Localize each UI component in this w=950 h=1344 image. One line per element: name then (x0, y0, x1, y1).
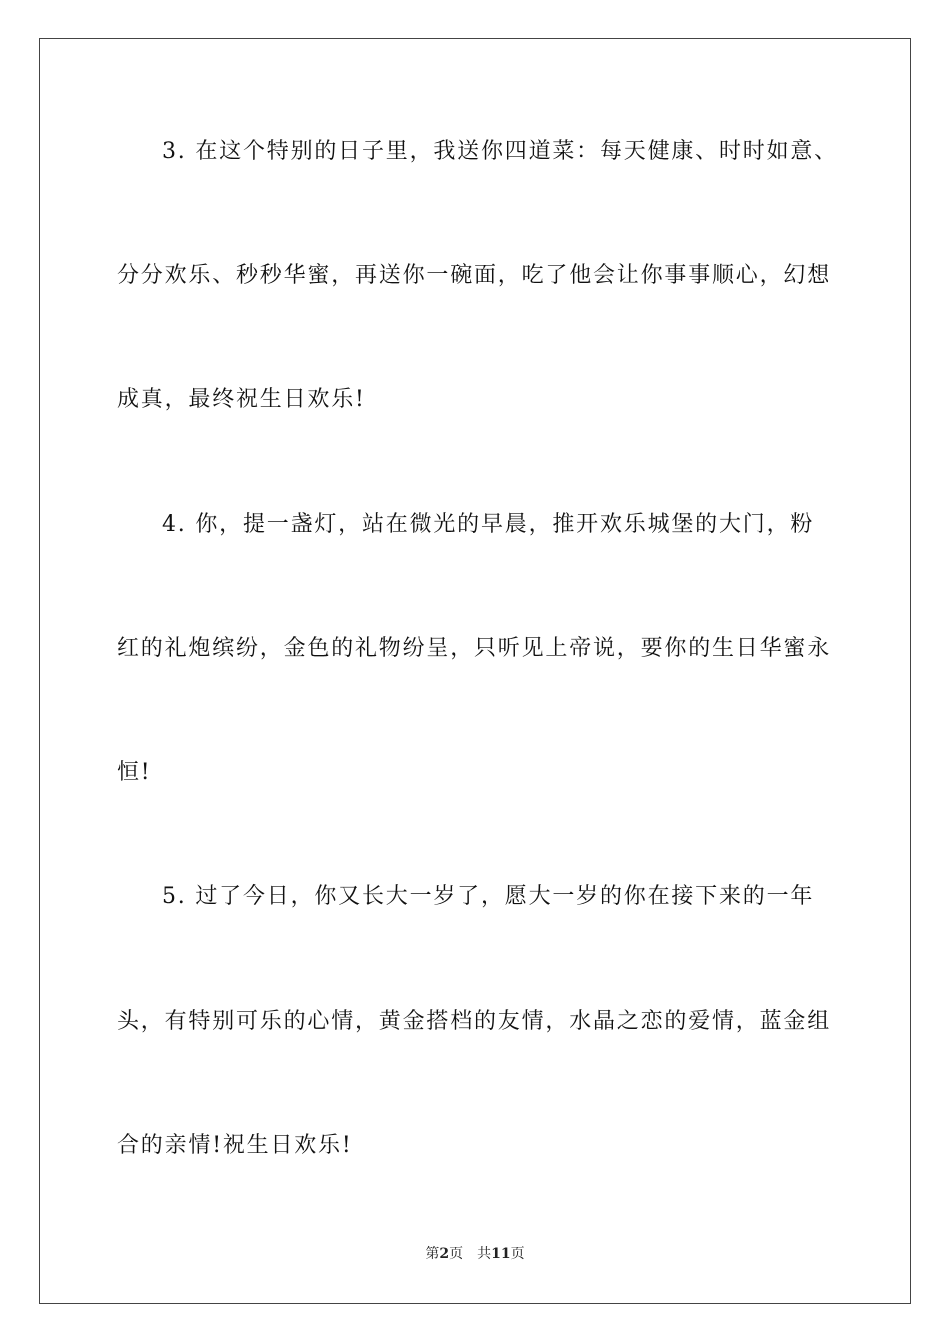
paragraph-3-line-3: 成真，最终祝生日欢乐! (117, 387, 366, 412)
paragraph-5-line-2: 头，有特别可乐的心情，黄金搭档的友情，水晶之恋的爱情，蓝金组 (117, 1009, 832, 1034)
paragraph-4-line-2: 红的礼炮缤纷，金色的礼物纷呈，只听见上帝说，要你的生日华蜜永 (117, 636, 832, 661)
total-prefix: 共 (477, 1246, 492, 1262)
total-pages: 11 (491, 1246, 511, 1262)
paragraph-3-line-1: 3. 在这个特别的日子里，我送你四道菜：每天健康、时时如意、 (162, 139, 838, 164)
paragraph-4-line-1: 4. 你，提一盏灯，站在微光的早晨，推开欢乐城堡的大门，粉 (162, 512, 815, 537)
paragraph-4-line-3: 恒! (117, 760, 152, 785)
total-suffix: 页 (510, 1246, 525, 1262)
page-suffix: 页 (449, 1246, 464, 1262)
paragraph-3-line-2: 分分欢乐、秒秒华蜜，再送你一碗面，吃了他会让你事事顺心，幻想 (117, 263, 832, 288)
paragraph-5-line-1: 5. 过了今日，你又长大一岁了，愿大一岁的你在接下来的一年 (162, 884, 815, 909)
page-footer (0, 1244, 950, 1264)
page-border (39, 38, 911, 1304)
page-number: 2 (439, 1246, 450, 1262)
page-prefix: 第 (425, 1246, 440, 1262)
paragraph-5-line-3: 合的亲情!祝生日欢乐! (117, 1133, 353, 1158)
